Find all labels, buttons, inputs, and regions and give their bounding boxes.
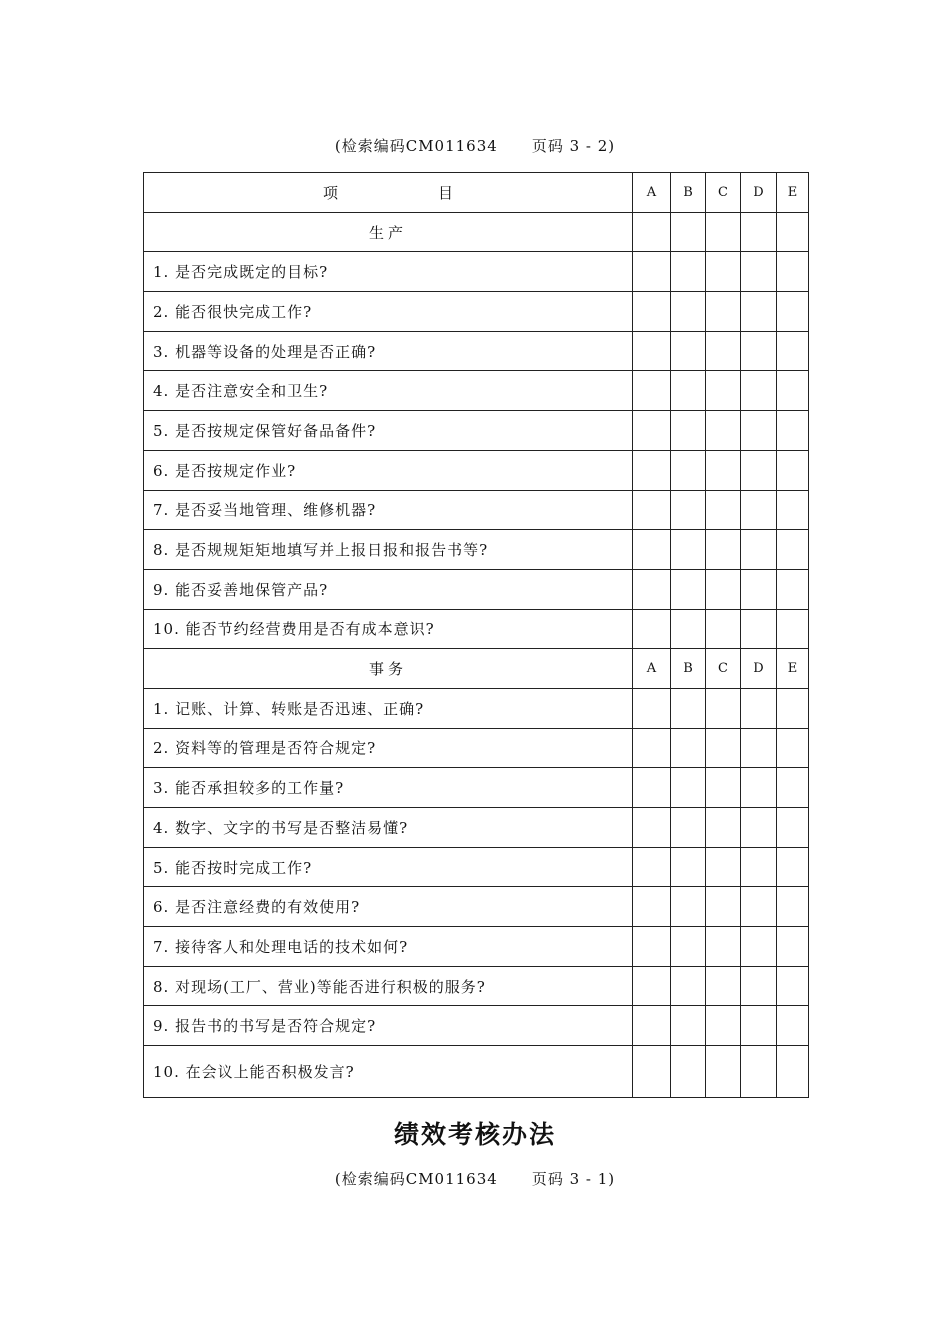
table-row <box>144 530 809 570</box>
grade-cell[interactable] <box>671 768 706 808</box>
grade-cell[interactable] <box>633 887 671 927</box>
grade-cell[interactable] <box>706 887 741 927</box>
grade-header-d: D <box>741 173 777 213</box>
grade-cell[interactable] <box>741 609 777 649</box>
table-row <box>144 927 809 967</box>
grade-header-e: E <box>777 649 809 689</box>
grade-cell[interactable] <box>671 887 706 927</box>
item-text: 5. 是否按规定保管好备品备件? <box>144 411 633 451</box>
grade-cell[interactable] <box>671 331 706 371</box>
grade-cell[interactable] <box>671 609 706 649</box>
grade-cell[interactable] <box>706 292 741 332</box>
grade-cell[interactable] <box>671 292 706 332</box>
grade-cell[interactable] <box>741 490 777 530</box>
grade-cell[interactable] <box>741 292 777 332</box>
grade-cell[interactable] <box>671 728 706 768</box>
item-text: 10. 能否节约经营费用是否有成本意识? <box>144 609 633 649</box>
section-title: 生产 <box>144 212 633 252</box>
grade-cell[interactable] <box>777 966 809 1006</box>
grade-cell[interactable] <box>671 808 706 848</box>
table-row <box>144 768 809 808</box>
grade-cell[interactable] <box>777 768 809 808</box>
grade-cell[interactable] <box>777 609 809 649</box>
table-row <box>144 292 809 332</box>
grade-cell[interactable] <box>706 530 741 570</box>
item-text: 8. 对现场(工厂、营业)等能否进行积极的服务? <box>144 966 633 1006</box>
grade-cell[interactable] <box>741 768 777 808</box>
grade-cell[interactable] <box>633 252 671 292</box>
grade-cell[interactable] <box>741 1006 777 1046</box>
page-number: 页码 3 - 2) <box>531 137 616 155</box>
item-text: 8. 是否规规矩矩地填写并上报日报和报告书等? <box>144 530 633 570</box>
grade-cell[interactable] <box>741 887 777 927</box>
table-row <box>144 490 809 530</box>
grade-cell[interactable] <box>633 371 671 411</box>
grade-cell[interactable] <box>671 569 706 609</box>
grade-cell[interactable] <box>741 569 777 609</box>
table-header-row <box>144 173 809 213</box>
grade-cell[interactable] <box>741 252 777 292</box>
grade-cell[interactable] <box>671 450 706 490</box>
grade-cell[interactable] <box>633 569 671 609</box>
grade-cell[interactable] <box>741 530 777 570</box>
grade-cell[interactable] <box>741 728 777 768</box>
grade-cell[interactable] <box>706 1006 741 1046</box>
grade-cell[interactable] <box>633 530 671 570</box>
grade-header-a: A <box>633 173 671 213</box>
grade-cell[interactable] <box>741 927 777 967</box>
item-text: 3. 能否承担较多的工作量? <box>144 768 633 808</box>
item-text: 4. 是否注意安全和卫生? <box>144 371 633 411</box>
grade-cell[interactable] <box>633 331 671 371</box>
item-text: 1. 记账、计算、转账是否迅速、正确? <box>144 688 633 728</box>
grade-cell[interactable] <box>633 808 671 848</box>
table-row <box>144 1046 809 1098</box>
grade-cell[interactable] <box>633 490 671 530</box>
item-text: 4. 数字、文字的书写是否整洁易懂? <box>144 808 633 848</box>
table-row <box>144 728 809 768</box>
grade-cell[interactable] <box>777 808 809 848</box>
grade-cell[interactable] <box>777 331 809 371</box>
grade-cell[interactable] <box>741 847 777 887</box>
table-row <box>144 252 809 292</box>
grade-cell[interactable] <box>671 411 706 451</box>
grade-cell[interactable] <box>633 728 671 768</box>
section-row-production <box>144 212 809 252</box>
table-row <box>144 1006 809 1046</box>
grade-cell[interactable] <box>777 411 809 451</box>
grade-cell[interactable] <box>706 688 741 728</box>
table-row <box>144 331 809 371</box>
item-text: 10. 在会议上能否积极发言? <box>144 1046 633 1098</box>
table-row <box>144 411 809 451</box>
document-reference-bottom <box>0 1168 950 1189</box>
grade-cell[interactable] <box>633 927 671 967</box>
grade-cell[interactable] <box>777 688 809 728</box>
grade-cell[interactable] <box>741 331 777 371</box>
grade-cell[interactable] <box>741 966 777 1006</box>
table-row <box>144 966 809 1006</box>
grade-header-e: E <box>777 173 809 213</box>
grade-cell[interactable] <box>671 1006 706 1046</box>
grade-cell[interactable] <box>671 252 706 292</box>
table-row <box>144 887 809 927</box>
document-reference-top <box>0 135 950 156</box>
grade-cell[interactable] <box>777 371 809 411</box>
item-text: 9. 能否妥善地保管产品? <box>144 569 633 609</box>
grade-cell[interactable] <box>777 569 809 609</box>
item-column-header: 项 目 <box>144 173 633 213</box>
grade-cell[interactable] <box>741 808 777 848</box>
grade-cell[interactable] <box>633 450 671 490</box>
evaluation-table <box>143 172 809 1098</box>
grade-cell[interactable] <box>671 490 706 530</box>
grade-cell[interactable] <box>671 847 706 887</box>
grade-cell[interactable] <box>633 768 671 808</box>
grade-cell[interactable] <box>777 490 809 530</box>
grade-cell[interactable] <box>777 847 809 887</box>
grade-cell[interactable] <box>706 847 741 887</box>
grade-cell[interactable] <box>741 411 777 451</box>
item-text: 3. 机器等设备的处理是否正确? <box>144 331 633 371</box>
document-title: 绩效考核办法 <box>393 1120 556 1149</box>
grade-cell[interactable] <box>777 927 809 967</box>
grade-cell[interactable] <box>777 252 809 292</box>
item-text: 1. 是否完成既定的目标? <box>144 252 633 292</box>
grade-cell[interactable] <box>777 530 809 570</box>
grade-cell[interactable] <box>741 371 777 411</box>
grade-header-a: A <box>633 649 671 689</box>
grade-header-b: B <box>671 173 706 213</box>
grade-cell[interactable] <box>706 331 741 371</box>
table-row <box>144 371 809 411</box>
grade-header-c: C <box>706 173 741 213</box>
table-row <box>144 450 809 490</box>
grade-cell[interactable] <box>706 768 741 808</box>
grade-cell[interactable] <box>777 292 809 332</box>
grade-cell[interactable] <box>706 728 741 768</box>
grade-cell[interactable] <box>633 1046 671 1098</box>
grade-cell[interactable] <box>706 411 741 451</box>
grade-cell[interactable] <box>777 728 809 768</box>
grade-header-d: D <box>741 649 777 689</box>
grade-cell[interactable] <box>706 252 741 292</box>
item-text: 6. 是否注意经费的有效使用? <box>144 887 633 927</box>
section-title: 事务 <box>144 649 633 689</box>
item-text: 6. 是否按规定作业? <box>144 450 633 490</box>
grade-cell[interactable] <box>671 688 706 728</box>
grade-cell[interactable] <box>706 371 741 411</box>
table-row <box>144 569 809 609</box>
grade-cell[interactable] <box>706 808 741 848</box>
table-row <box>144 847 809 887</box>
item-text: 2. 能否很快完成工作? <box>144 292 633 332</box>
grade-cell[interactable] <box>706 450 741 490</box>
grade-cell[interactable] <box>671 1046 706 1098</box>
grade-cell[interactable] <box>777 450 809 490</box>
grade-cell[interactable] <box>633 411 671 451</box>
grade-cell[interactable] <box>671 371 706 411</box>
grade-cell[interactable] <box>633 1006 671 1046</box>
grade-cell[interactable] <box>633 292 671 332</box>
grade-header-b: B <box>671 649 706 689</box>
grade-cell[interactable] <box>671 927 706 967</box>
table-row <box>144 688 809 728</box>
item-text: 2. 资料等的管理是否符合规定? <box>144 728 633 768</box>
grade-cell[interactable] <box>777 887 809 927</box>
grade-cell[interactable] <box>706 569 741 609</box>
grade-cell[interactable] <box>741 450 777 490</box>
grade-header-c: C <box>706 649 741 689</box>
grade-cell[interactable] <box>777 1046 809 1098</box>
grade-cell[interactable] <box>741 1046 777 1098</box>
grade-cell[interactable] <box>633 847 671 887</box>
page-number: 页码 3 - 1) <box>531 1170 616 1188</box>
grade-cell[interactable] <box>706 966 741 1006</box>
grade-cell[interactable] <box>777 1006 809 1046</box>
section-row-affairs <box>144 649 809 689</box>
grade-cell[interactable] <box>741 688 777 728</box>
grade-cell[interactable] <box>633 609 671 649</box>
item-text: 5. 能否按时完成工作? <box>144 847 633 887</box>
item-text: 7. 接待客人和处理电话的技术如何? <box>144 927 633 967</box>
reference-code: (检索编码CM011634 <box>334 137 498 155</box>
grade-cell[interactable] <box>633 966 671 1006</box>
item-text: 9. 报告书的书写是否符合规定? <box>144 1006 633 1046</box>
grade-cell[interactable] <box>671 966 706 1006</box>
grade-cell[interactable] <box>706 927 741 967</box>
table-row <box>144 808 809 848</box>
table-row <box>144 609 809 649</box>
grade-cell[interactable] <box>633 688 671 728</box>
item-text: 7. 是否妥当地管理、维修机器? <box>144 490 633 530</box>
grade-cell[interactable] <box>706 1046 741 1098</box>
grade-cell[interactable] <box>706 490 741 530</box>
reference-code: (检索编码CM011634 <box>334 1170 498 1188</box>
grade-cell[interactable] <box>706 609 741 649</box>
grade-cell[interactable] <box>671 530 706 570</box>
